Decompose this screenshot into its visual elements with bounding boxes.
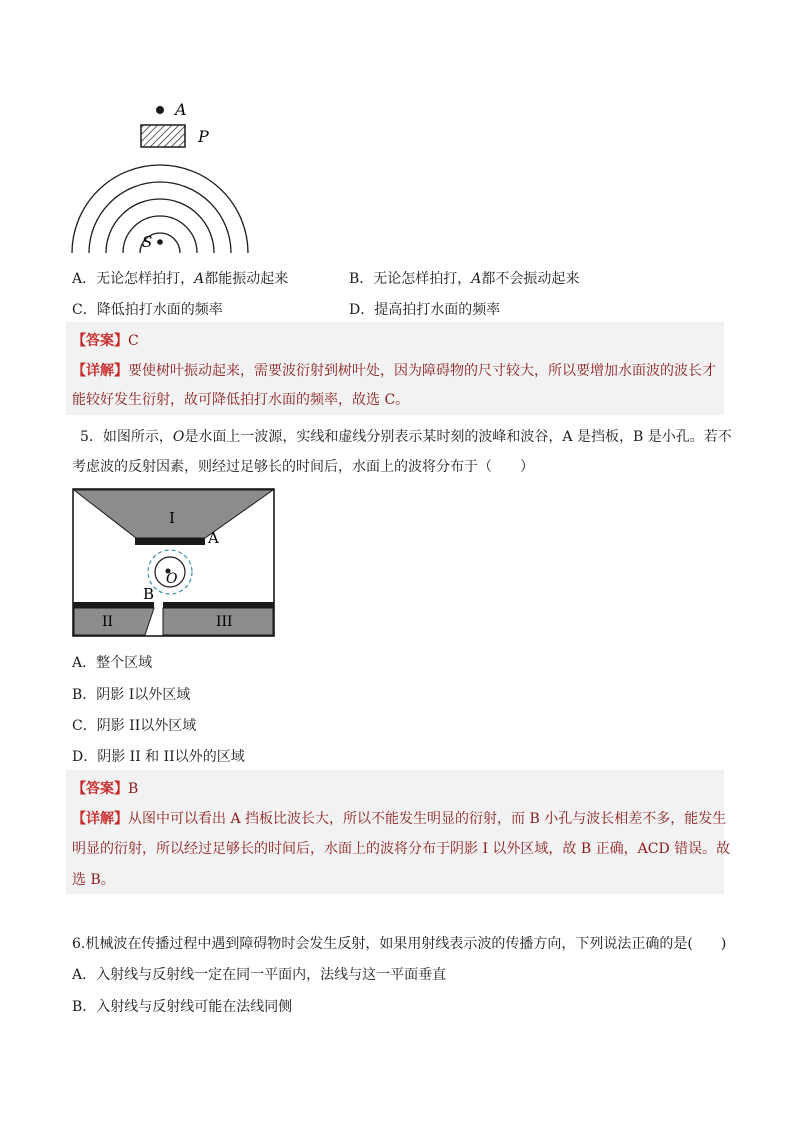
region-1-label: I (169, 509, 175, 527)
shadow-region-2 (74, 608, 154, 635)
region-3-label: III (216, 614, 233, 630)
q5-stem-line-1: 5．如图所示，O是水面上一波源，实线和虚线分别表示某时刻的波峰和波谷，A 是挡板，B 是小孔。若不 (80, 429, 732, 445)
q5-option-b: B．阴影 I以外区域 (72, 687, 191, 703)
q4-figure (60, 95, 260, 260)
answer-tag: 【答案】 (72, 333, 128, 349)
source-s-dot (157, 239, 163, 245)
q4-option-c: C．降低拍打水面的频率 (72, 302, 223, 318)
detail-line: 从图中可以看出 A 挡板比波长大，所以不能发生明显的衍射，而 B 小孔与波长相差不多，能发生 (128, 811, 727, 827)
wave-circle-3 (106, 199, 214, 253)
q5-stem-line-2: 考虑波的反射因素，则经过足够长的时间后，水面上的波将分布于（ ） (72, 459, 534, 475)
q4-option-b: B．无论怎样拍打，A都不会振动起来 (349, 271, 580, 287)
answer-value: B (128, 781, 139, 797)
wall-left (73, 602, 154, 608)
label-a: A (208, 529, 219, 547)
q5-figure (72, 488, 276, 638)
q6-option-b: B．入射线与反射线可能在法线同侧 (72, 999, 293, 1015)
point-a-dot (156, 106, 164, 114)
obstacle-p (141, 125, 185, 147)
q4-option-a: A．无论怎样拍打，A都能振动起来 (72, 271, 289, 287)
barrier-a (135, 538, 205, 545)
q5-option-a: A．整个区域 (72, 655, 153, 671)
label-a: A (175, 100, 187, 119)
q4-answer-block (66, 322, 724, 415)
q6-stem: 6.机械波在传播过程中遇到障碍物时会发生反射，如果用射线表示波的传播方向，下列说法正确的是( ) (72, 936, 727, 952)
detail-line: 要使树叶振动起来，需要波衍射到树叶处，因为障碍物的尺寸较大，所以要增加水面波的波长才 (128, 363, 716, 379)
wave-circle-4 (123, 216, 197, 253)
wall-right (163, 602, 274, 608)
q5-option-c: C．阴影 II以外区域 (72, 718, 197, 734)
q5-option-d: D．阴影 II 和 II以外的区域 (72, 749, 245, 765)
q6-option-a: A．入射线与反射线一定在同一平面内，法线与这一平面垂直 (72, 967, 447, 983)
q5-answer-block (66, 770, 731, 894)
detail-line: 选 B。 (72, 872, 115, 888)
region-2-label: II (102, 614, 114, 630)
label-o: O (166, 571, 178, 587)
answer-value: C (128, 333, 139, 349)
label-s: S (142, 233, 153, 251)
answer-tag: 【答案】 (72, 781, 128, 797)
detail-line: 明显的衍射，所以经过足够长的时间后，水面上的波将分布于阴影 I 以外区域，故 B 正确，ACD 错误。故 (72, 841, 731, 857)
detail-tag: 【详解】 (72, 363, 128, 379)
label-p: P (198, 127, 209, 146)
label-b: B (143, 585, 155, 603)
detail-line: 能较好发生衍射，故可降低拍打水面的频率，故选 C。 (72, 392, 410, 408)
q4-option-d: D．提高拍打水面的频率 (349, 302, 501, 318)
detail-tag: 【详解】 (72, 811, 128, 827)
